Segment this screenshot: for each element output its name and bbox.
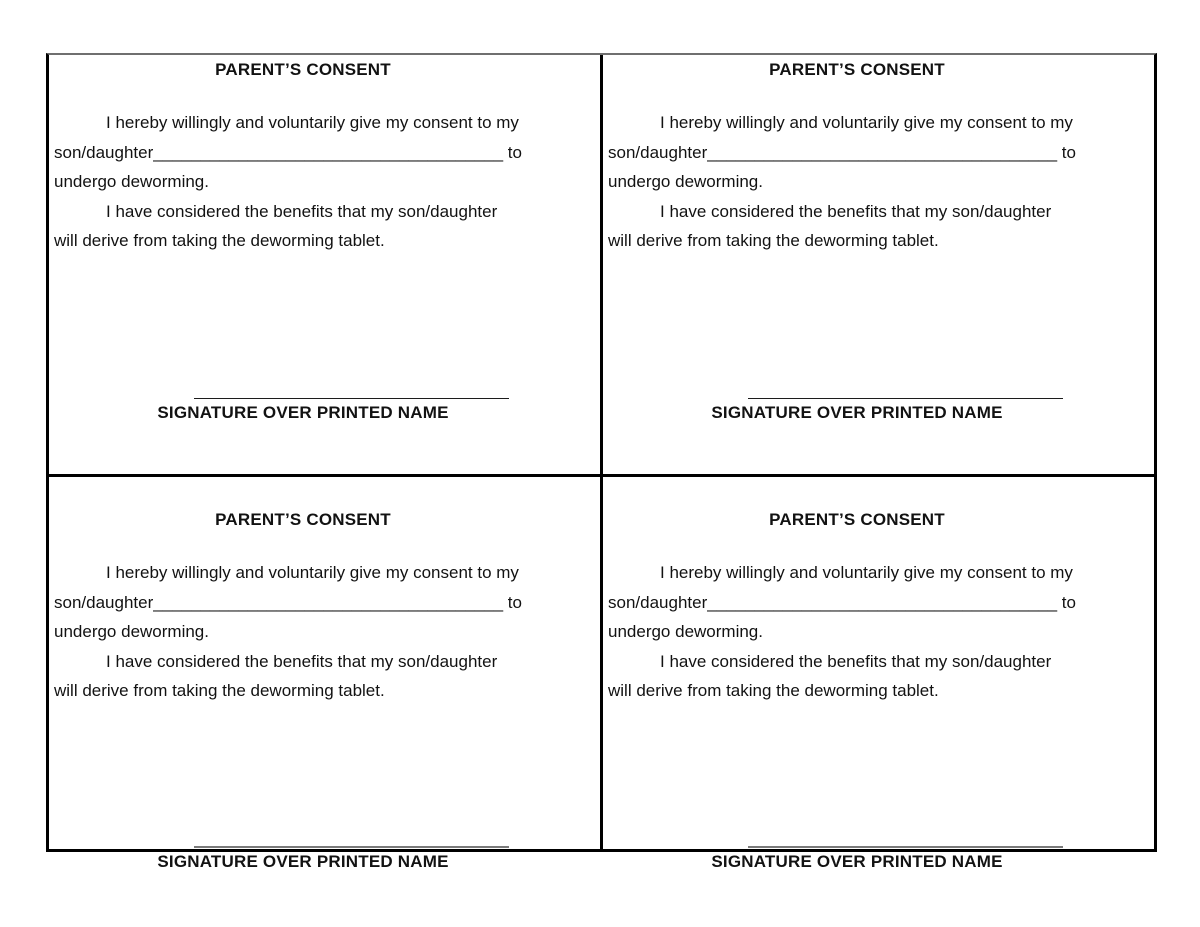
paragraph-line: I hereby willingly and voluntarily give my consent to my	[106, 563, 519, 582]
blank-line-spacer	[54, 534, 552, 558]
consent-paragraph-2	[54, 647, 552, 706]
paragraph-line: will derive from taking the deworming tablet.	[608, 231, 939, 250]
paragraph-line: undergo deworming.	[54, 622, 209, 641]
consent-paragraph-2	[54, 197, 552, 256]
consent-form-table	[46, 53, 1157, 871]
paragraph-line: son/daughter	[608, 592, 708, 612]
paragraph-line: undergo deworming.	[54, 172, 209, 191]
blank-line-spacer	[54, 84, 552, 108]
paragraph-line: son/daughter	[54, 592, 154, 612]
consent-paragraph-1	[54, 108, 552, 197]
signature-block	[54, 846, 552, 872]
consent-cell-content	[608, 477, 1106, 872]
paragraph-line: I have considered the benefits that my son/daughter	[106, 651, 498, 671]
signature-label: SIGNATURE OVER PRINTED NAME	[711, 851, 1003, 871]
paragraph-line: I hereby willingly and voluntarily give my consent to my	[106, 113, 519, 132]
paragraph-line: to	[1057, 142, 1076, 162]
signature-block	[608, 846, 1106, 872]
signature-label: SIGNATURE OVER PRINTED NAME	[711, 402, 1003, 422]
consent-paragraph-2	[608, 197, 1106, 256]
name-blank-line: _____________________________________	[153, 142, 504, 162]
paragraph-line: I hereby willingly and voluntarily give my consent to my	[660, 113, 1073, 132]
paragraph-line: will derive from taking the deworming tablet.	[608, 681, 939, 700]
consent-paragraph-2	[608, 647, 1106, 706]
consent-cell-content	[54, 477, 552, 872]
consent-cell-bottom-left	[49, 477, 600, 871]
consent-paragraph-1	[608, 558, 1106, 647]
name-blank-line: _____________________________________	[707, 592, 1058, 612]
paragraph-line: will derive from taking the deworming tablet.	[54, 231, 385, 250]
consent-paragraph-1	[54, 558, 552, 647]
paragraph-line: to	[1057, 592, 1076, 612]
consent-cell-content	[54, 55, 552, 423]
paragraph-line: I have considered the benefits that my son/daughter	[106, 201, 498, 221]
paragraph-line: undergo deworming.	[608, 622, 763, 641]
blank-line-spacer	[608, 84, 1106, 108]
name-blank-line: _____________________________________	[153, 592, 504, 612]
paragraph-line: I have considered the benefits that my son/daughter	[660, 201, 1052, 221]
paragraph-line: I hereby willingly and voluntarily give my consent to my	[660, 563, 1073, 582]
signature-label: SIGNATURE OVER PRINTED NAME	[157, 851, 449, 871]
consent-title: PARENT’S CONSENT	[769, 510, 945, 529]
consent-cell-bottom-right	[603, 477, 1154, 871]
consent-cell-top-right	[603, 55, 1154, 474]
consent-title: PARENT’S CONSENT	[215, 510, 391, 529]
paragraph-line: undergo deworming.	[608, 172, 763, 191]
signature-block	[54, 398, 552, 423]
consent-cell-top-left	[49, 55, 600, 474]
paragraph-line: to	[503, 592, 522, 612]
paragraph-line: will derive from taking the deworming tablet.	[54, 681, 385, 700]
consent-title: PARENT’S CONSENT	[769, 60, 945, 79]
consent-paragraph-1	[608, 108, 1106, 197]
name-blank-line: _____________________________________	[707, 142, 1058, 162]
paragraph-line: I have considered the benefits that my son/daughter	[660, 651, 1052, 671]
blank-line-spacer	[608, 534, 1106, 558]
paragraph-line: son/daughter	[608, 142, 708, 162]
signature-block	[608, 398, 1106, 423]
consent-cell-content	[608, 55, 1106, 423]
consent-title: PARENT’S CONSENT	[215, 60, 391, 79]
paragraph-line: son/daughter	[54, 142, 154, 162]
paragraph-line: to	[503, 142, 522, 162]
signature-label: SIGNATURE OVER PRINTED NAME	[157, 402, 449, 422]
